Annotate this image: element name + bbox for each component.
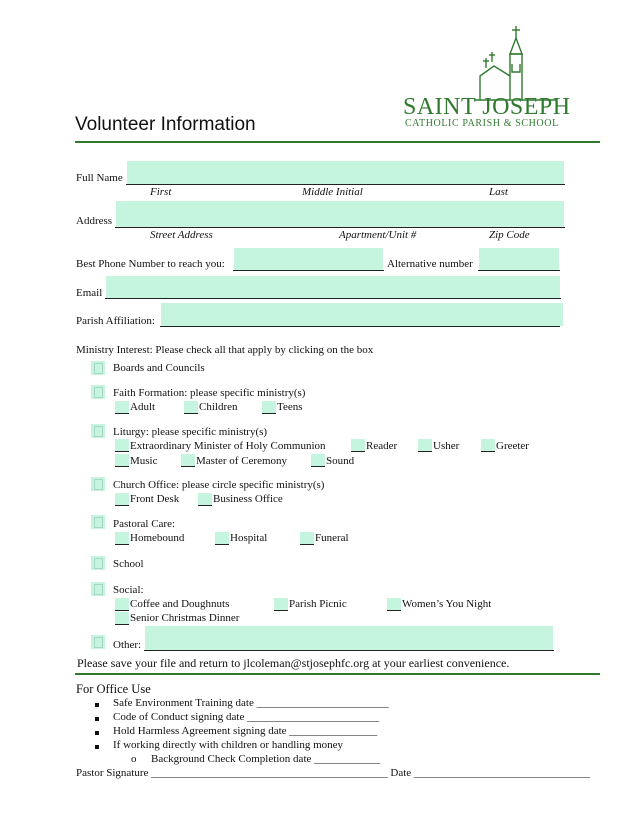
office-item-conduct: Code of Conduct signing date ________________________	[113, 711, 380, 723]
sub-bullet-marker: o	[131, 753, 137, 765]
pastoral-care-checkbox[interactable]	[91, 515, 105, 529]
page-title: Volunteer Information	[75, 114, 256, 135]
eucharistic-minister-label: Extraordinary Minister of Holy Communion	[130, 440, 326, 452]
office-item-children: If working directly with children or handling money	[113, 739, 344, 751]
usher-blank[interactable]	[418, 439, 432, 452]
church-steeple-icon	[470, 24, 560, 104]
social-label: Social:	[113, 584, 144, 596]
return-instructions: Please save your file and return to jlcoleman@stjosephfc.org at your earliest convenience.	[77, 656, 510, 670]
teens-blank[interactable]	[262, 401, 276, 414]
alt-phone-input[interactable]	[479, 248, 559, 270]
church-office-checkbox[interactable]	[91, 477, 105, 491]
office-item-hold-harmless: Hold Harmless Agreement signing date ________________	[113, 725, 378, 737]
logo-sub-text: CATHOLIC PARISH & SCHOOL	[405, 118, 559, 129]
full-name-sub-first: First	[150, 186, 172, 198]
email-input[interactable]	[106, 276, 560, 298]
phone-input[interactable]	[234, 248, 383, 270]
school-label: School	[113, 558, 144, 570]
footer-divider	[75, 673, 600, 675]
parish-picnic-label: Parish Picnic	[289, 598, 347, 610]
eucharistic-minister-blank[interactable]	[115, 439, 129, 452]
other-label: Other:	[113, 639, 142, 651]
reader-label: Reader	[366, 440, 398, 452]
hospital-label: Hospital	[230, 532, 268, 544]
alt-phone-label: Alternative number	[387, 258, 473, 270]
bullet-marker	[95, 745, 99, 749]
pastoral-care-label: Pastoral Care:	[113, 518, 176, 530]
usher-label: Usher	[433, 440, 460, 452]
greeter-label: Greeter	[496, 440, 529, 452]
teens-label: Teens	[277, 401, 303, 413]
greeter-blank[interactable]	[481, 439, 495, 452]
address-sub-street: Street Address	[150, 229, 213, 241]
homebound-label: Homebound	[130, 532, 185, 544]
music-blank[interactable]	[115, 454, 129, 467]
master-ceremony-label: Master of Ceremony	[196, 455, 288, 467]
liturgy-label: Liturgy: please specific ministry(s)	[113, 426, 268, 438]
business-office-label: Business Office	[213, 493, 283, 505]
address-sub-zip: Zip Code	[489, 229, 530, 241]
office-use-title: For Office Use	[76, 682, 151, 696]
funeral-blank[interactable]	[300, 532, 314, 545]
address-sub-apt: Apartment/Unit #	[339, 229, 417, 241]
pastor-signature-line: Pastor Signature ___________________________________________ Date ________________________________	[76, 767, 590, 779]
full-name-input[interactable]	[127, 161, 564, 184]
liturgy-checkbox[interactable]	[91, 424, 105, 438]
logo-main-text: SAINT JOSEPH	[403, 94, 571, 120]
address-input[interactable]	[116, 201, 564, 227]
funeral-label: Funeral	[315, 532, 349, 544]
email-underline	[105, 298, 561, 299]
boards-label: Boards and Councils	[113, 362, 205, 374]
school-checkbox[interactable]	[91, 556, 105, 570]
boards-checkbox[interactable]	[91, 361, 105, 375]
office-item-safe-env: Safe Environment Training date ________________________	[113, 697, 389, 709]
email-label: Email	[76, 287, 103, 299]
bullet-marker	[95, 703, 99, 707]
coffee-doughnuts-label: Coffee and Doughnuts	[130, 598, 230, 610]
children-label: Children	[199, 401, 238, 413]
master-ceremony-blank[interactable]	[181, 454, 195, 467]
other-input[interactable]	[145, 626, 553, 650]
christmas-dinner-label: Senior Christmas Dinner	[130, 612, 240, 624]
phone-label: Best Phone Number to reach you:	[76, 258, 225, 270]
coffee-doughnuts-blank[interactable]	[115, 598, 129, 611]
office-item-background-check: Background Check Completion date ____________	[151, 753, 381, 765]
alt-phone-underline	[478, 270, 560, 271]
bullet-marker	[95, 731, 99, 735]
homebound-blank[interactable]	[115, 532, 129, 545]
other-underline	[144, 650, 554, 651]
full-name-label: Full Name	[76, 172, 123, 184]
faith-formation-checkbox[interactable]	[91, 385, 105, 399]
church-office-label: Church Office: please circle specific ministry(s)	[113, 479, 325, 491]
parish-label: Parish Affiliation:	[76, 315, 155, 327]
front-desk-blank[interactable]	[115, 493, 129, 506]
phone-underline	[233, 270, 384, 271]
ministry-intro: Ministry Interest: Please check all that apply by clicking on the box	[76, 344, 374, 356]
social-checkbox[interactable]	[91, 582, 105, 596]
full-name-underline	[126, 184, 565, 185]
faith-formation-label: Faith Formation: please specific ministry(s)	[113, 387, 306, 399]
full-name-sub-middle: Middle Initial	[302, 186, 363, 198]
hospital-blank[interactable]	[215, 532, 229, 545]
bullet-marker	[95, 717, 99, 721]
womens-night-label: Women’s You Night	[402, 598, 492, 610]
parish-input[interactable]	[161, 303, 563, 326]
adult-label: Adult	[130, 401, 156, 413]
christmas-dinner-blank[interactable]	[115, 612, 129, 625]
parish-underline	[160, 326, 560, 327]
parish-picnic-blank[interactable]	[274, 598, 288, 611]
adult-blank[interactable]	[115, 401, 129, 414]
address-label: Address	[76, 215, 113, 227]
music-label: Music	[130, 455, 158, 467]
sound-label: Sound	[326, 455, 355, 467]
children-blank[interactable]	[184, 401, 198, 414]
business-office-blank[interactable]	[198, 493, 212, 506]
front-desk-label: Front Desk	[130, 493, 180, 505]
sound-blank[interactable]	[311, 454, 325, 467]
womens-night-blank[interactable]	[387, 598, 401, 611]
header-divider	[75, 141, 600, 143]
full-name-sub-last: Last	[489, 186, 508, 198]
address-underline	[115, 227, 565, 228]
other-checkbox[interactable]	[91, 635, 105, 649]
reader-blank[interactable]	[351, 439, 365, 452]
